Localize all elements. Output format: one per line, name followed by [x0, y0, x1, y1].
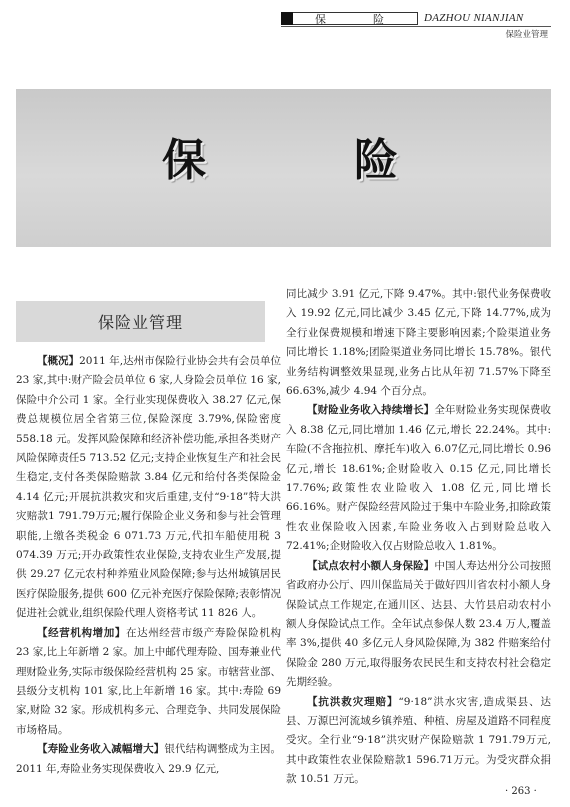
- chapter-title: [16, 89, 551, 247]
- paragraph-heading: 【试点农村小额人身保险】: [307, 559, 435, 572]
- header-rule: [281, 26, 551, 27]
- page-number: · 263 ·: [505, 786, 537, 797]
- paragraph-text: 全年财险业务实现保费收入 8.38 亿元,同比增加 1.46 亿元,增长 22.24%。其中:车险(不含拖拉机、摩托车)收入 6.07亿元,同比增长 0.96 亿元,增长 18.61%;企财险收入 0.15 亿元,同比增长 17.76%;政策性农业险收入 1.08 亿元,同比增长 66.16%。财产保险经营风险过于集中车险业务,扣除政策性农业保险收入因素,车险业务收入占到财险总收入 72.41%;企财险收入仅占财险总收入 1.81%。: [286, 404, 552, 553]
- chapter-banner: [16, 89, 551, 247]
- left-column: [16, 352, 281, 779]
- chapter-title-char-2: 险: [354, 135, 398, 186]
- header-section-label: 保 险: [293, 12, 418, 25]
- paragraph-text: 同比减少 3.91 亿元,下降 9.47%。其中:银代业务保费收入 19.92 亿元,同比减少 3.45 亿元,下降 14.77%,成为全行业保费规模和增速下降主要影响因素;个险渠道业务同比增长 1.18%;团险渠道业务同比增长 15.78%。银代业务结构调整效果显现,业务占比从年初 71.57%下降至 66.63%,减少 4.94 个百分点。: [286, 288, 551, 398]
- paragraph-rural-microinsurance: [286, 557, 551, 693]
- section-title: 保险业管理: [16, 301, 265, 342]
- header-subtitle: 保险业管理: [505, 30, 548, 40]
- header-black-block: [281, 12, 293, 25]
- paragraph-heading: 【财险业务收入持续增长】: [307, 404, 435, 417]
- paragraph-text: 银代结构调整成为主因。2011 年,寿险业务实现保费收入 29.9 亿元,: [16, 743, 282, 775]
- paragraph-life-insurance: [16, 740, 281, 779]
- paragraph-continued: [286, 285, 551, 401]
- paragraph-text: 中国人寿达州分公司按照省政府办公厅、四川保监局关于做好四川省农村小额人身保险试点工作规定,在通川区、达县、大竹县启动农村小额人身保险试点工作。全年试点参保人数 23.4 万人,覆盖率 3%,提供 40 多亿元人身风险保障,为 382 件赔案给付保险金 280 万元,取得服务农民民生和支持农村社会稳定先期经验。: [286, 559, 552, 689]
- paragraph-heading: 【寿险业务收入减幅增大】: [37, 743, 165, 756]
- paragraph-text: “9·18”洪水灾害,造成渠县、达县、万源巴河流域乡镇养殖、种植、房屋及道路不同程度受灾。全行业“9·18”洪灾财产保险赔款 1 791.79万元,其中政策性农业保险赔款1 596.71万元。为受灾群众捐款 10.51 万元。: [286, 695, 552, 786]
- paragraph-heading: 【概况】: [37, 355, 80, 367]
- paragraph-flood-claims: [286, 693, 551, 790]
- paragraph-overview: [16, 352, 281, 624]
- right-column: [286, 285, 551, 790]
- paragraph-heading: 【抗洪救灾理赔】: [307, 695, 399, 708]
- paragraph-text: 2011 年,达州市保险行业协会共有会员单位 23 家,其中:财产险会员单位 6 家,人身险会员单位 16 家,保险中介公司 1 家。全行业实现保费收入 38.27 亿元,保费总规模位居全省第三位,保险深度 3.79%,保险密度 558.18 元。发挥风险保障和经济补偿功能,承担各类财产风险保障责任5 713.52 亿元;支持企业恢复生产和社会民生稳定,支付各类保险赔款 3.84 亿元和给付各类保险金 4.14 亿元;开展抗洪救灾和灾后重建,支付“9·18”特大洪灾赔款1 791.79万元;履行保险企业义务和参与社会管理职能,上缴各类税金 6 071.73 万元,代扣车船使用税 3 074.39 万元;开办政策性农业保险,支持农业生产发展,提供 29.27 亿元农村种养殖业风险保障;参与达州城镇居民医疗保险服务,提供 600 亿元补充医疗保险保障;表彰情况促进社会就业,组织保险代理人资格考试 11 826 人。: [16, 355, 282, 620]
- paragraph-institutions: [16, 624, 281, 740]
- paragraph-text: 在达州经营市级产寿险保险机构 23 家,比上年新增 2 家。加上中邮代理寿险、国寿兼业代理财险业务,实际市级保险经营机构 25 家。市辖营业部、县级分支机构 101 家,比上年新增 16 家。其中:寿险 69 家,财险 32 家。形成机构多元、合理竞争、共同发展保险市场格局。: [16, 626, 282, 736]
- chapter-title-char-1: 保: [162, 135, 206, 186]
- header-journal-title: DAZHOU NIANJIAN: [424, 12, 524, 24]
- paragraph-heading: 【经营机构增加】: [37, 626, 126, 639]
- paragraph-property-insurance: [286, 401, 551, 556]
